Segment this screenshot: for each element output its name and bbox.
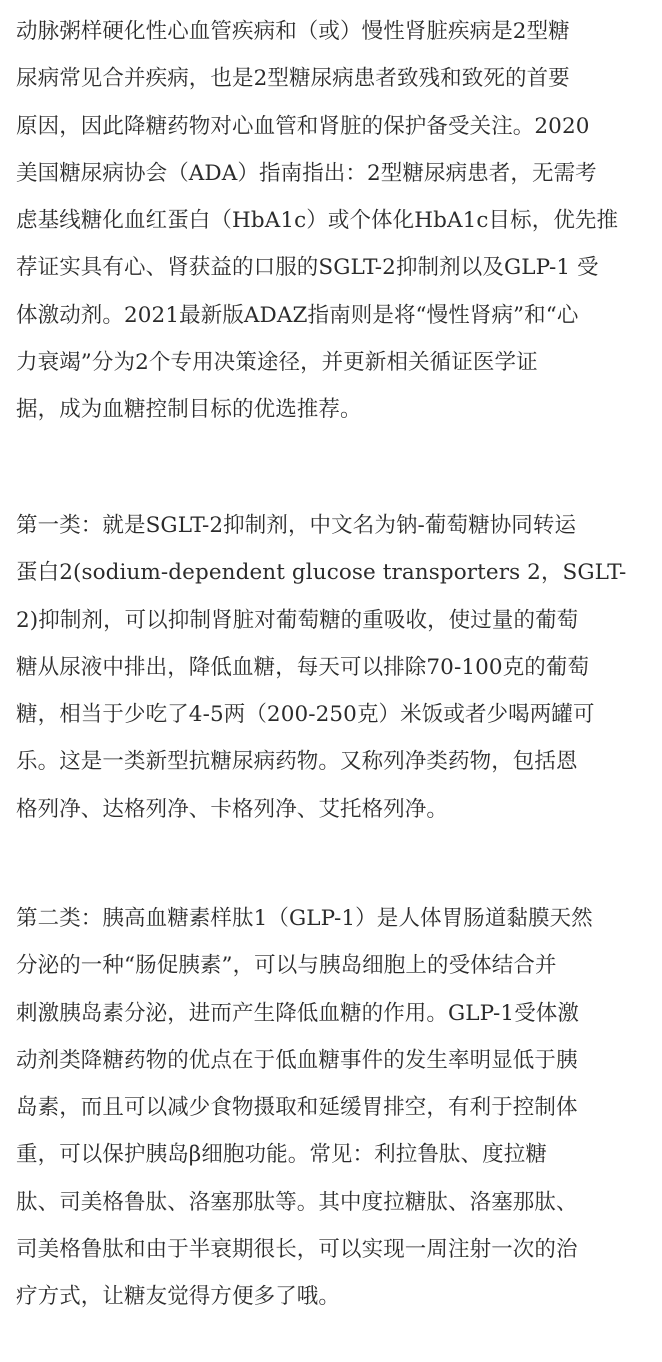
text-line: 刺激胰岛素分泌，进而产生降低血糖的作用。GLP-1受体激 bbox=[16, 1000, 579, 1026]
text-line: 格列净、达格列净、卡格列净、艾托格列净。 bbox=[16, 796, 449, 822]
text-line: 蛋白2(sodium-dependent glucose transporters 2，SGLT- bbox=[16, 560, 627, 586]
text-line: 动脉粥样硬化性心血管疾病和（或）慢性肾脏疾病是2型糖 bbox=[16, 19, 570, 44]
text-line: 体激动剂。2021最新版ADAZ指南则是将“慢性肾病”和“心 bbox=[16, 302, 579, 328]
paragraph-sglt2 bbox=[16, 502, 646, 833]
text-line: 荐证实具有心、肾获益的口服的SGLT-2抑制剂以及GLP-1 受 bbox=[16, 255, 599, 281]
text-line: 肽、司美格鲁肽、洛塞那肽等。其中度拉糖肽、洛塞那肽、 bbox=[16, 1189, 578, 1215]
text-line: 糖从尿液中排出，降低血糖，每天可以排除70-100克的葡萄 bbox=[16, 654, 590, 680]
text-line: 司美格鲁肽和由于半衰期很长，可以实现一周注射一次的治 bbox=[16, 1237, 578, 1263]
text-line: 乐。这是一类新型抗糖尿病药物。又称列净类药物，包括恩 bbox=[16, 749, 578, 775]
text-line: 重，可以保护胰岛β细胞功能。常见：利拉鲁肽、度拉糖 bbox=[16, 1142, 547, 1168]
text-line: 糖，相当于少吃了4-5两（200-250克）米饭或者少喝两罐可 bbox=[16, 702, 595, 728]
text-line: 第一类：就是SGLT-2抑制剂，中文名为钠-葡萄糖协同转运 bbox=[16, 513, 577, 538]
text-line: 疗方式，让糖友觉得方便多了哦。 bbox=[16, 1284, 341, 1310]
text-line: 分泌的一种“肠促胰素”，可以与胰岛细胞上的受体结合并 bbox=[16, 953, 557, 979]
text-line: 岛素，而且可以减少食物摄取和延缓胃排空，有利于控制体 bbox=[16, 1095, 578, 1121]
text-line: 尿病常见合并疾病，也是2型糖尿病患者致残和致死的首要 bbox=[16, 66, 570, 92]
text-line: 据，成为血糖控制目标的优选推荐。 bbox=[16, 397, 362, 423]
paragraph-glp1 bbox=[16, 895, 646, 1321]
text-line: 2)抑制剂，可以抑制肾脏对葡萄糖的重吸收，使过量的葡萄 bbox=[16, 607, 579, 633]
text-line: 虑基线糖化血红蛋白（HbA1c）或个体化HbA1c目标，优先推 bbox=[16, 208, 619, 234]
text-line: 第二类：胰高血糖素样肽1（GLP-1）是人体胃肠道黏膜天然 bbox=[16, 906, 593, 931]
text-line: 美国糖尿病协会（ADA）指南指出：2型糖尿病患者，无需考 bbox=[16, 160, 597, 186]
text-line: 力衰竭”分为2个专用决策途径，并更新相关循证医学证 bbox=[16, 350, 538, 376]
text-line: 动剂类降糖药物的优点在于低血糖事件的发生率明显低于胰 bbox=[16, 1047, 578, 1073]
text-line: 原因，因此降糖药物对心血管和肾脏的保护备受关注。2020 bbox=[16, 113, 590, 139]
paragraph-intro bbox=[16, 8, 646, 434]
